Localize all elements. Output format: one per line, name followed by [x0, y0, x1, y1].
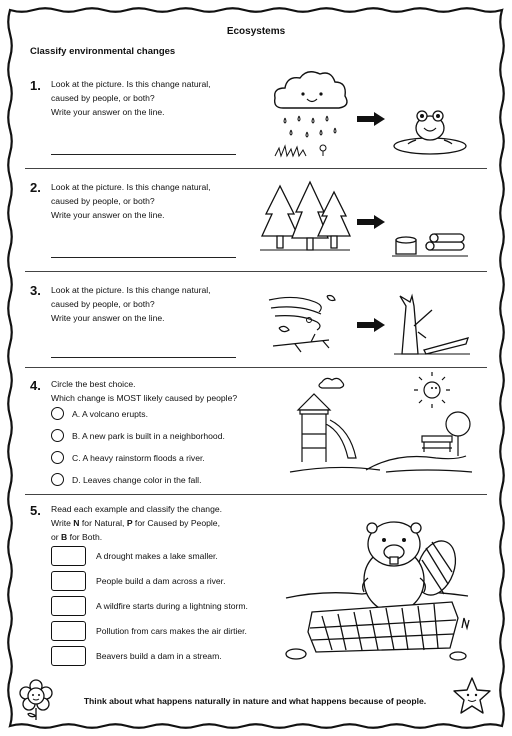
question-4-number: 4.: [30, 378, 41, 393]
arrow-icon: [356, 317, 386, 333]
option-c-circle[interactable]: [51, 451, 64, 464]
page-title: Ecosystems: [226, 26, 286, 37]
classify-row-4: [51, 621, 247, 641]
letter-p: P: [126, 518, 133, 528]
question-5-line-3: [51, 530, 291, 544]
question-5-number: 5.: [30, 503, 41, 518]
option-a-circle[interactable]: [51, 407, 64, 420]
question-1-line-3: Write your answer on the line.: [51, 107, 165, 117]
classify-item-5: Beavers build a dam in a stream.: [96, 651, 222, 661]
section-divider: [25, 168, 487, 169]
question-3-text: [51, 283, 266, 325]
question-2-text: [51, 180, 266, 222]
question-1-answer-line[interactable]: [51, 154, 236, 155]
wind-and-branch-illustration: [265, 290, 355, 360]
question-3-answer-line[interactable]: [51, 357, 236, 358]
question-2-number: 2.: [30, 180, 41, 195]
question-2-answer-line[interactable]: [51, 257, 236, 258]
classify-row-2: [51, 571, 225, 591]
question-1-number: 1.: [30, 78, 41, 93]
question-5-line-2: [51, 516, 291, 530]
question-5-line-3-text: for Both.: [67, 532, 103, 542]
answer-box-3[interactable]: [51, 596, 86, 616]
classify-row-3: [51, 596, 248, 616]
question-3-line-2: caused by people, or both?: [51, 299, 155, 309]
question-5-line-1: Read each example and classify the change.: [51, 504, 223, 514]
question-5-line-3-text: or: [51, 532, 62, 542]
classify-item-4: Pollution from cars makes the air dirtier.: [96, 626, 247, 636]
arrow-icon: [356, 111, 386, 127]
question-2-line-2: caused by people, or both?: [51, 196, 155, 206]
section-divider: [25, 494, 487, 495]
classify-row-1: [51, 546, 218, 566]
tree-stump-and-logs-illustration: [390, 230, 470, 260]
question-4-text: [51, 377, 291, 405]
question-3-line-3: Write your answer on the line.: [51, 313, 165, 323]
answer-box-1[interactable]: [51, 546, 86, 566]
classify-item-2: People build a dam across a river.: [96, 576, 226, 586]
footer-note: Think about what happens naturally in nature and what happens because of people.: [83, 696, 427, 706]
letter-b: B: [61, 532, 68, 542]
question-1-line-1: Look at the picture. Is this change natural,: [51, 79, 211, 89]
section-divider: [25, 271, 487, 272]
park-playground-illustration: [286, 372, 476, 482]
star-icon: [452, 676, 492, 716]
question-3-line-1: Look at the picture. Is this change natural,: [51, 285, 211, 295]
option-a[interactable]: [51, 407, 148, 420]
question-1-line-2: caused by people, or both?: [51, 93, 155, 103]
classify-item-1: A drought makes a lake smaller.: [96, 551, 218, 561]
option-c[interactable]: [51, 451, 205, 464]
flower-icon: [20, 680, 52, 720]
option-b[interactable]: [51, 429, 225, 442]
question-5-line-2-text: for Caused by People,: [132, 518, 220, 528]
answer-box-5[interactable]: [51, 646, 86, 666]
frog-in-puddle-illustration: [390, 98, 470, 158]
question-2-line-1: Look at the picture. Is this change natural,: [51, 182, 211, 192]
question-3-number: 3.: [30, 283, 41, 298]
option-d-label: D. Leaves change color in the fall.: [72, 474, 202, 485]
question-4-line-1: Circle the best choice.: [51, 379, 136, 389]
forest-trees-illustration: [258, 180, 348, 256]
page-subtitle: Classify environmental changes: [30, 46, 176, 57]
question-5-line-2-text: Write: [51, 518, 74, 528]
option-b-label: B. A new park is built in a neighborhood.: [72, 430, 225, 441]
classify-item-3: A wildfire starts during a lightning storm.: [96, 601, 248, 611]
arrow-icon: [356, 214, 386, 230]
rain-cloud-illustration: [265, 68, 365, 163]
answer-box-2[interactable]: [51, 571, 86, 591]
beaver-dam-illustration: [282, 508, 472, 666]
answer-box-4[interactable]: [51, 621, 86, 641]
question-1-text: [51, 77, 266, 119]
broken-tree-illustration: [392, 292, 472, 358]
option-c-label: C. A heavy rainstorm floods a river.: [72, 452, 205, 463]
option-d[interactable]: [51, 473, 201, 486]
classify-row-5: [51, 646, 222, 666]
question-5-text: [51, 502, 291, 544]
section-divider: [25, 367, 487, 368]
option-b-circle[interactable]: [51, 429, 64, 442]
question-2-line-3: Write your answer on the line.: [51, 210, 165, 220]
letter-n: N: [73, 518, 80, 528]
option-a-label: A. A volcano erupts.: [72, 408, 148, 419]
question-4-line-2: Which change is MOST likely caused by people?: [51, 393, 238, 403]
option-d-circle[interactable]: [51, 473, 64, 486]
question-5-line-2-text: for Natural,: [79, 518, 127, 528]
